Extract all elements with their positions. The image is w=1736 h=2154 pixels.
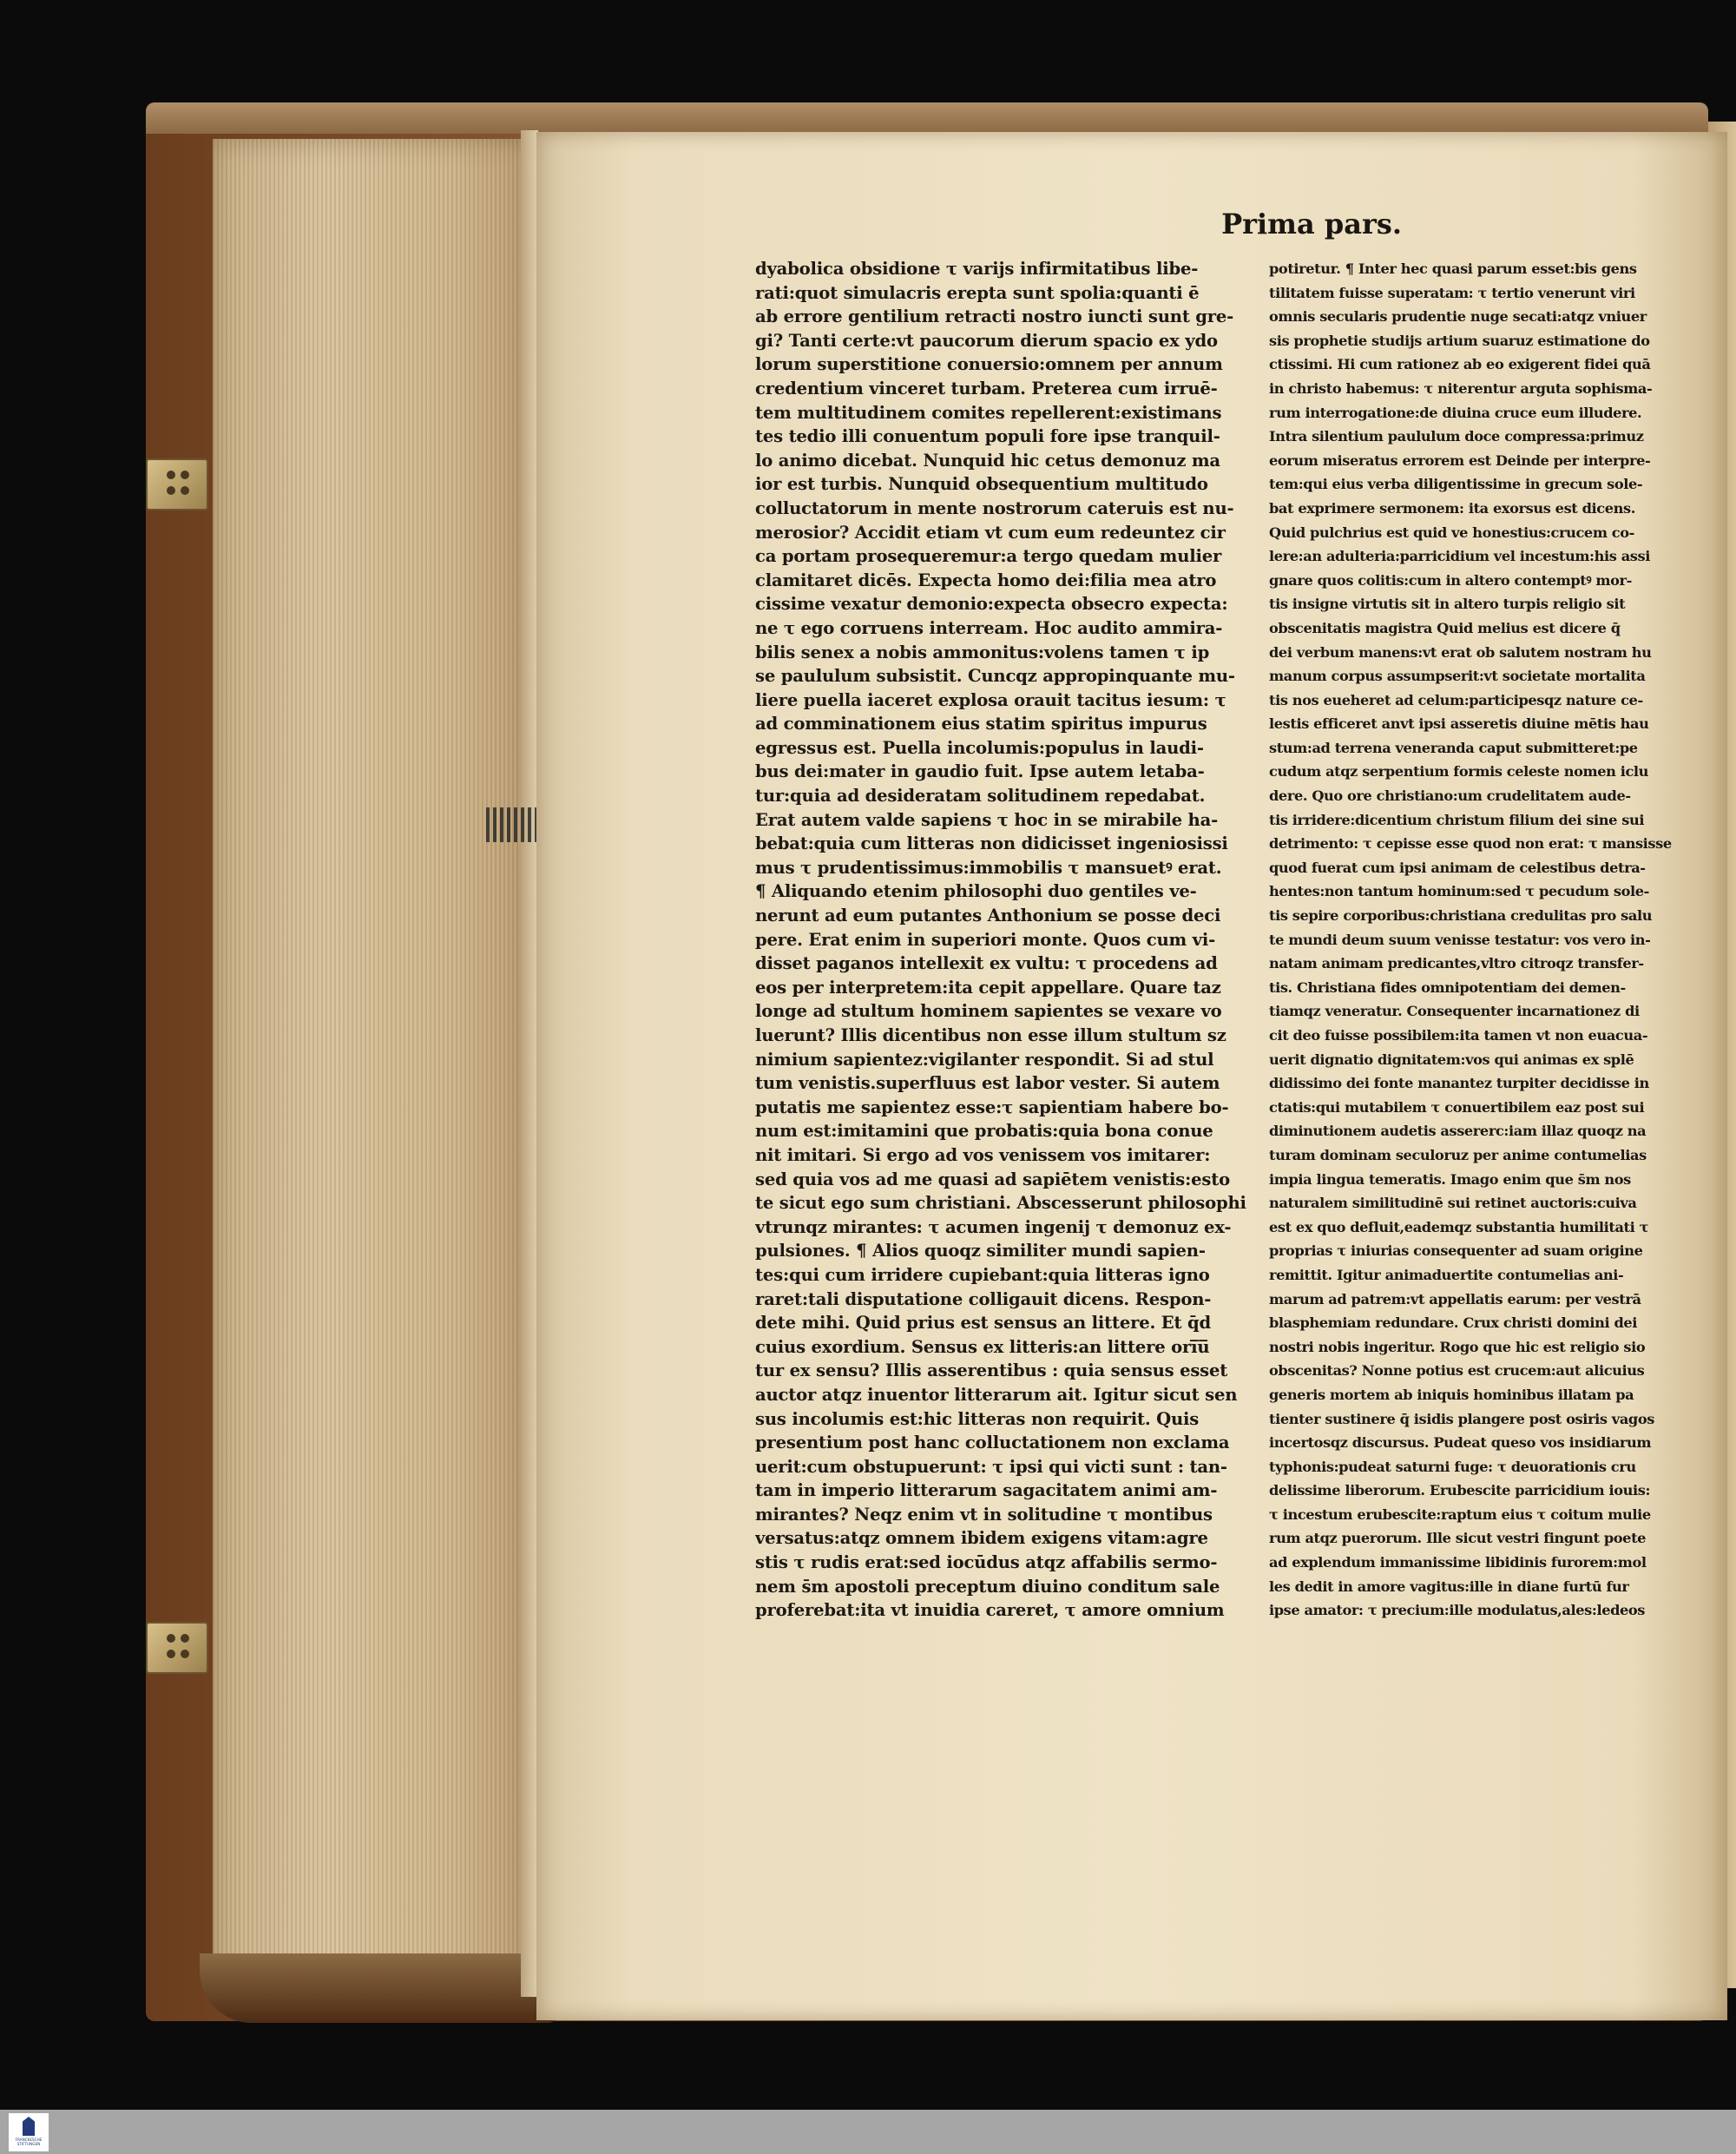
- text-line: liere puella iaceret explosa orauit tacitus iesum: τ: [755, 689, 1226, 710]
- text-line: nit imitari. Si ergo ad vos venissem vos imitarer:: [755, 1144, 1211, 1165]
- text-line: obscenitas? Nonne potius est crucem:aut alicuius: [1269, 1362, 1645, 1380]
- text-line: blasphemiam redundare. Crux christi domini dei: [1269, 1314, 1638, 1332]
- text-line: ca portam prosequeremur:a tergo quedam mulier: [755, 546, 1222, 567]
- cover-top-edge: [146, 102, 1708, 134]
- text-line: tes tedio illi conuentum populi fore ipse tranquil-: [755, 426, 1220, 447]
- text-line: uerit dignatio dignitatem:vos qui animas ex splē: [1269, 1051, 1634, 1068]
- text-line: stum:ad terrena veneranda caput submitteret:pe: [1269, 739, 1638, 756]
- text-line: est ex quo defluit,eademqz substantia humilitati τ: [1269, 1218, 1649, 1235]
- text-line: clamitaret dicēs. Expecta homo dei:filia mea atro: [755, 570, 1217, 590]
- text-line: ne τ ego corruens interream. Hoc audito ammira-: [755, 617, 1223, 638]
- page-block-edges: [213, 139, 534, 1988]
- text-line: tis nos eueheret ad celum:participesqz nature ce-: [1269, 691, 1643, 708]
- text-line: tur:quia ad desideratam solitudinem repedabat.: [755, 786, 1206, 807]
- text-line: uerit:cum obstupuerunt: τ ipsi qui victi sunt : tan-: [755, 1456, 1227, 1477]
- text-line: cuius exordium. Sensus ex litteris:an littere ori̅u̅: [755, 1336, 1210, 1357]
- text-line: nem s̄m apostoli preceptum diuino conditum sale: [755, 1576, 1220, 1597]
- text-line: didissimo dei fonte manantez turpiter decidisse in: [1269, 1075, 1649, 1092]
- text-line: putatis me sapientez esse:τ sapientiam habere bo-: [755, 1097, 1229, 1117]
- text-line: omnis secularis prudentie nuge secati:atqz vniuer: [1269, 308, 1647, 326]
- text-line: detrimento: τ cepisse esse quod non erat: τ mansisse: [1269, 835, 1672, 853]
- text-line: pere. Erat enim in superiori monte. Quos cum vi-: [755, 929, 1216, 950]
- text-line: rum interrogatione:de diuina cruce eum illudere.: [1269, 404, 1642, 421]
- logo-emblem-icon: [23, 2117, 35, 2136]
- text-line: ad explendum immanissime libidinis furorem:mol: [1269, 1554, 1647, 1571]
- text-line: merosior? Accidit etiam vt cum eum redeuntez cir: [755, 522, 1226, 543]
- clasp-hinge-lower: [146, 1622, 208, 1674]
- text-line: generis mortem ab iniquis hominibus illatam pa: [1269, 1386, 1634, 1403]
- text-column-left: [755, 257, 1286, 1716]
- text-line: bat exprimere sermonem: ita exorsus est dicens.: [1269, 499, 1635, 517]
- text-line: dyabolica obsidione τ varijs infirmitatibus libe-: [755, 259, 1199, 279]
- text-line: dere. Quo ore christiano:um crudelitatem aude-: [1269, 787, 1631, 805]
- text-line: ctatis:qui mutabilem τ conuertibilem eaz post sui: [1269, 1098, 1645, 1116]
- spine-corner: [200, 1953, 564, 2023]
- text-column-right: [1269, 257, 1703, 1716]
- text-line: mus τ prudentissimus:immobilis τ mansuetꝰ erat.: [755, 857, 1222, 878]
- text-line: ad comminationem eius statim spiritus impurus: [755, 714, 1207, 734]
- text-line: proprias τ iniurias consequenter ad suam origine: [1269, 1242, 1643, 1260]
- text-line: nerunt ad eum putantes Anthonium se posse deci: [755, 906, 1221, 926]
- clasp-hinge-upper: [146, 458, 208, 511]
- text-line: sis prophetie studijs artium suaruz estimatione do: [1269, 332, 1650, 349]
- text-line: cit deo fuisse possibilem:ita tamen vt non euacua-: [1269, 1027, 1648, 1044]
- text-line: tis irridere:dicentium christum filium dei sine sui: [1269, 811, 1645, 828]
- text-line: nostri nobis ingeritur. Rogo que hic est religio sio: [1269, 1338, 1646, 1355]
- text-line: egressus est. Puella incolumis:populus in laudi-: [755, 737, 1204, 758]
- text-line: lere:an adulteria:parricidium vel incestum:his assi: [1269, 548, 1650, 565]
- text-line: tem:qui eius verba diligentissime in grecum sole-: [1269, 476, 1643, 493]
- text-line: ¶ Aliquando etenim philosophi duo gentiles ve-: [755, 881, 1197, 902]
- text-line: ctissimi. Hi cum rationez ab eo exigerent fidei quā: [1269, 356, 1651, 373]
- text-line: num est:imitamini que probatis:quia bona conue: [755, 1121, 1213, 1142]
- text-line: manum corpus assumpserit:vt societate mortalita: [1269, 668, 1646, 685]
- running-head: Prima pars.: [1221, 207, 1402, 240]
- text-line: tes:qui cum irridere cupiebant:quia litteras igno: [755, 1264, 1210, 1285]
- text-line: sus incolumis est:hic litteras non requirit. Quis: [755, 1408, 1200, 1429]
- text-line: gi? Tanti certe:vt paucorum dierum spacio ex ydo: [755, 330, 1218, 351]
- text-line: credentium vinceret turbam. Preterea cum irruē-: [755, 378, 1218, 399]
- text-line: potiretur. ¶ Inter hec quasi parum esset:bis gens: [1269, 260, 1637, 277]
- text-line: Quid pulchrius est quid ve honestius:crucem co-: [1269, 524, 1634, 541]
- text-line: eos per interpretem:ita cepit appellare. Quare taz: [755, 977, 1221, 998]
- gutter-edge: [521, 130, 538, 1997]
- text-line: se paululum subsistit. Cuncqz appropinquante mu-: [755, 666, 1235, 687]
- text-line: quod fuerat cum ipsi animam de celestibus detra-: [1269, 859, 1646, 876]
- text-line: tum venistis.superfluus est labor vester. Si autem: [755, 1073, 1220, 1094]
- text-line: marum ad patrem:vt appellatis earum: per vestrā: [1269, 1290, 1641, 1308]
- text-line: raret:tali disputatione colligauit dicens. Respon-: [755, 1288, 1212, 1309]
- text-line: delissime liberorum. Erubescite parricidium iouis:: [1269, 1482, 1651, 1499]
- text-line: natam animam predicantes,vltro citroqz transfer-: [1269, 955, 1644, 972]
- institution-logo[interactable]: [9, 2113, 49, 2151]
- text-line: cissime vexatur demonio:expecta obsecro expecta:: [755, 594, 1228, 615]
- text-line: vtrunqz mirantes: τ acumen ingenij τ demonuz ex-: [755, 1216, 1232, 1237]
- text-line: rati:quot simulacris erepta sunt spolia:quanti ē: [755, 282, 1200, 303]
- text-line: lorum superstitione conuersio:omnem per annum: [755, 354, 1223, 375]
- text-line: te sicut ego sum christiani. Abscesserunt philosophi: [755, 1193, 1246, 1214]
- text-line: impia lingua temeratis. Imago enim que s̄m nos: [1269, 1170, 1631, 1188]
- text-line: les dedit in amore vagitus:ille in diane furtū fur: [1269, 1578, 1629, 1595]
- text-line: turam dominam seculoruz per anime contumelias: [1269, 1146, 1647, 1163]
- text-line: tis insigne virtutis sit in altero turpis religio sit: [1269, 596, 1626, 613]
- text-line: mirantes? Neqz enim vt in solitudine τ montibus: [755, 1504, 1213, 1525]
- text-line: presentium post hanc colluctationem non exclama: [755, 1433, 1230, 1453]
- text-line: nimium sapientez:vigilanter respondit. Si ad stul: [755, 1049, 1214, 1070]
- text-line: luerunt? Illis dicentibus non esse illum stultum sz: [755, 1025, 1226, 1045]
- text-line: tam in imperio litterarum sagacitatem animi am-: [755, 1480, 1218, 1501]
- viewer-footer-bar: [0, 2110, 1736, 2154]
- text-line: versatus:atqz omnem ibidem exigens vitam:agre: [755, 1528, 1208, 1549]
- text-line: lo animo dicebat. Nunquid hic cetus demonuz ma: [755, 450, 1220, 471]
- text-line: colluctatorum in mente nostrorum cateruis est nu-: [755, 497, 1234, 518]
- text-line: tiamqz veneratur. Consequenter incarnationez di: [1269, 1003, 1640, 1020]
- text-line: lestis efficeret anvt ipsi asseretis diuine mētis hau: [1269, 715, 1649, 733]
- text-line: tis. Christiana fides omnipotentiam dei demen-: [1269, 978, 1626, 996]
- logo-caption: FRANCKESCHE STIFTUNGEN: [15, 2138, 43, 2146]
- text-line: typhonis:pudeat saturni fuge: τ deuorationis cru: [1269, 1458, 1636, 1475]
- text-line: gnare quos colitis:cum in altero contemptꝰ mor-: [1269, 571, 1632, 589]
- text-line: tis sepire corporibus:christiana credulitas pro salu: [1269, 907, 1653, 925]
- text-line: in christo habemus: τ niterentur arguta sophisma-: [1269, 379, 1653, 397]
- text-line: bilis senex a nobis ammonitus:volens tamen τ ip: [755, 642, 1210, 662]
- text-line: bebat:quia cum litteras non didicisset ingeniosissi: [755, 833, 1228, 854]
- text-line: auctor atqz inuentor litterarum ait. Igitur sicut sen: [755, 1384, 1238, 1405]
- text-line: tem multitudinem comites repellerent:existimans: [755, 402, 1222, 423]
- text-line: incertosqz discursus. Pudeat queso vos insidiarum: [1269, 1434, 1652, 1452]
- text-line: pulsiones. ¶ Alios quoqz similiter mundi sapien-: [755, 1241, 1206, 1261]
- text-line: eorum miseratus errorem est Deinde per interpre-: [1269, 451, 1651, 469]
- text-line: diminutionem audetis assererc:iam illaz quoqz na: [1269, 1123, 1647, 1140]
- text-line: cudum atqz serpentium formis celeste nomen iclu: [1269, 763, 1649, 781]
- text-line: Intra silentium paululum doce compressa:primuz: [1269, 428, 1644, 445]
- text-line: Erat autem valde sapiens τ hoc in se mirabile ha-: [755, 809, 1219, 830]
- text-line: tur ex sensu? Illis asserentibus : quia sensus esset: [755, 1360, 1228, 1381]
- text-line: disset paganos intellexit ex vultu: τ procedens ad: [755, 953, 1218, 974]
- text-line: hentes:non tantum hominum:sed τ pecudum sole-: [1269, 883, 1649, 900]
- text-line: dete mihi. Quid prius est sensus an littere. Et q̄d: [755, 1313, 1211, 1334]
- text-line: stis τ rudis erat:sed iocūdus atqz affabilis sermo-: [755, 1552, 1218, 1573]
- text-line: sed quia vos ad me quasi ad sapiētem venistis:esto: [755, 1169, 1230, 1189]
- text-line: ipse amator: τ precium:ille modulatus,ales:ledeos: [1269, 1602, 1646, 1619]
- text-line: longe ad stultum hominem sapientes se vexare vo: [755, 1001, 1222, 1022]
- text-line: dei verbum manens:vt erat ob salutem nostram hu: [1269, 643, 1652, 661]
- text-line: te mundi deum suum venisse testatur: vos vero in-: [1269, 931, 1651, 948]
- text-line: remittit. Igitur animaduertite contumelias ani-: [1269, 1266, 1624, 1283]
- text-line: ior est turbis. Nunquid obsequentium multitudo: [755, 474, 1208, 495]
- text-line: τ incestum erubescite:raptum eius τ coitum mulie: [1269, 1505, 1651, 1523]
- text-line: ab errore gentilium retracti nostro iuncti sunt gre-: [755, 306, 1234, 327]
- text-line: proferebat:ita vt inuidia careret, τ amore omnium: [755, 1600, 1225, 1621]
- text-line: tilitatem fuisse superatam: τ tertio venerunt viri: [1269, 284, 1635, 301]
- text-line: obscenitatis magistra Quid melius est dicere q̄: [1269, 619, 1621, 636]
- text-line: rum atqz puerorum. Ille sicut vestri fingunt poete: [1269, 1530, 1647, 1547]
- text-line: bus dei:mater in gaudio fuit. Ipse autem letaba-: [755, 761, 1205, 782]
- text-line: naturalem similitudinē sui retinet auctoris:cuiva: [1269, 1195, 1637, 1212]
- text-line: tienter sustinere q̄ isidis plangere post osiris vagos: [1269, 1410, 1654, 1427]
